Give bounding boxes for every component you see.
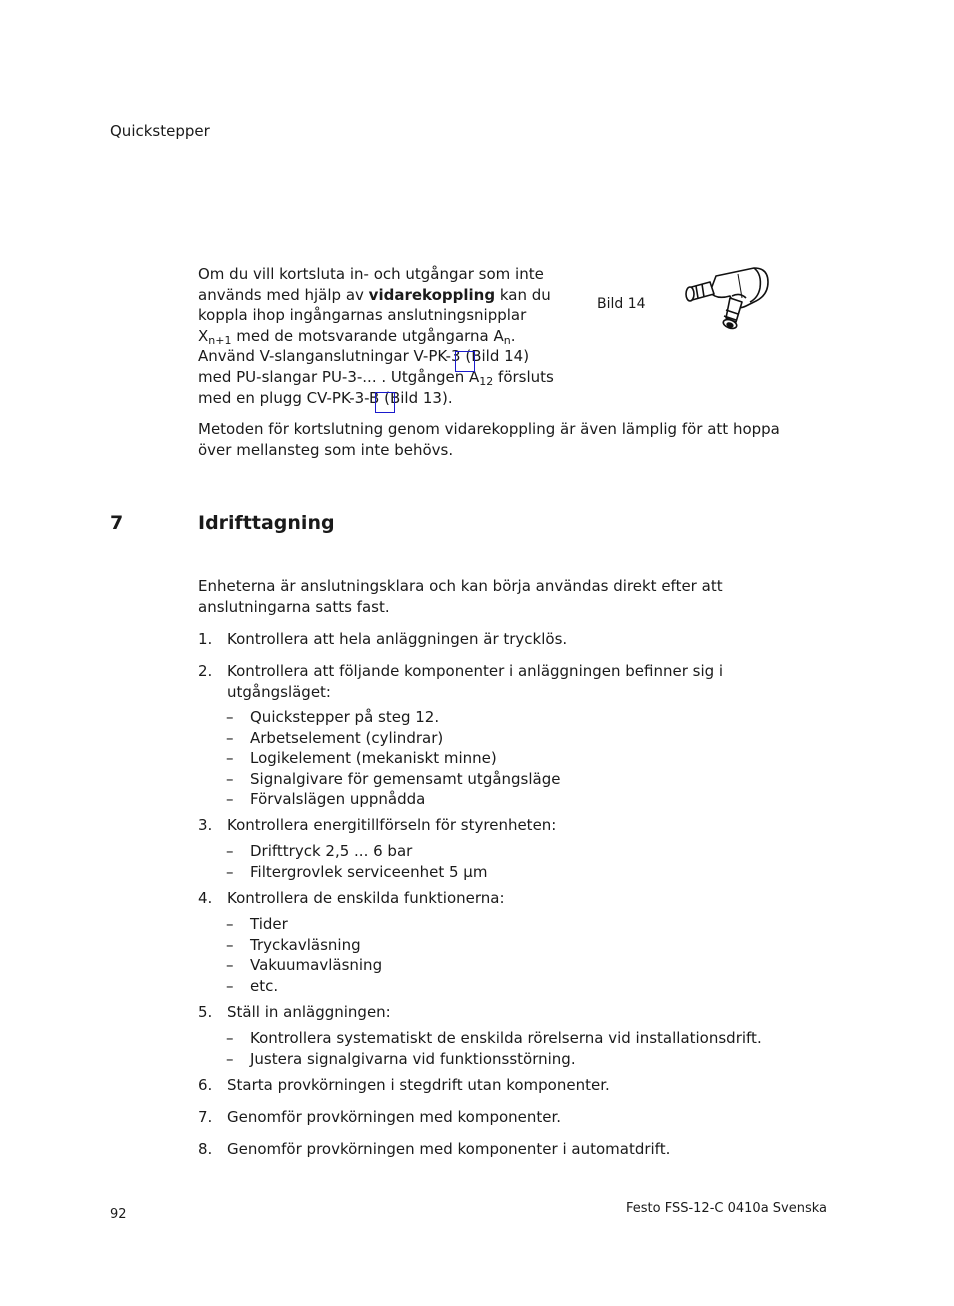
v-connector-fitting-icon bbox=[680, 262, 772, 340]
step-number: 2. bbox=[198, 662, 213, 680]
step-number: 4. bbox=[198, 889, 213, 907]
step-text: Genomför provkörningen med komponenter. bbox=[227, 1108, 562, 1126]
sub-item-text: etc. bbox=[250, 977, 279, 995]
intro-text-2: kan du koppla ihop ingångarnas anslutningsnipplar X bbox=[198, 285, 551, 345]
step-text: Kontrollera att följande komponenter i anläggningen befinner sig i utgångsläget: bbox=[227, 662, 724, 701]
sub-item-text: Förvalslägen uppnådda bbox=[250, 790, 426, 808]
dash-bullet: – bbox=[226, 956, 234, 974]
step-text: Ställ in anläggningen: bbox=[227, 1003, 391, 1021]
intro-text-1: Om du vill kortsluta in- och utgångar som inte används med hjälp av bbox=[198, 265, 544, 304]
intro-sub-3: 12 bbox=[479, 374, 494, 388]
figure-caption: Bild 14 bbox=[597, 296, 646, 312]
intro-text-5: försluts med en plugg CV-PK-3-B (Bild 13). bbox=[198, 367, 554, 407]
sub-item-text: Justera signalgivarna vid funktionsstörning. bbox=[250, 1050, 576, 1068]
enheterna-paragraph: Enheterna är anslutningsklara och kan börja användas direkt efter att anslutningarna satts fast. bbox=[198, 577, 723, 616]
sub-item-text: Kontrollera systematiskt de enskilda rörelserna vid installationsdrift. bbox=[250, 1029, 762, 1047]
sub-item-text: Drifttryck 2,5 ... 6 bar bbox=[250, 842, 413, 860]
dash-bullet: – bbox=[226, 1050, 234, 1068]
intro-paragraph bbox=[198, 264, 558, 408]
dash-bullet: – bbox=[226, 729, 234, 747]
step-number: 1. bbox=[198, 630, 213, 648]
sub-item-text: Logikelement (mekaniskt minne) bbox=[250, 749, 497, 767]
step-text: Starta provkörningen i stegdrift utan komponenter. bbox=[227, 1076, 610, 1094]
step-number: 5. bbox=[198, 1003, 213, 1021]
step-text: Kontrollera de enskilda funktionerna: bbox=[227, 889, 505, 907]
dash-bullet: – bbox=[226, 1029, 234, 1047]
dash-bullet: – bbox=[226, 863, 234, 881]
bild-13-link[interactable] bbox=[375, 392, 395, 413]
step-text: Kontrollera energitillförseln för styrenheten: bbox=[227, 816, 557, 834]
dash-bullet: – bbox=[226, 749, 234, 767]
dash-bullet: – bbox=[226, 770, 234, 788]
dash-bullet: – bbox=[226, 708, 234, 726]
dash-bullet: – bbox=[226, 977, 234, 995]
intro-text-3: med de motsvarande utgångarna A bbox=[231, 326, 504, 345]
dash-bullet: – bbox=[226, 842, 234, 860]
dash-bullet: – bbox=[226, 915, 234, 933]
step-number: 8. bbox=[198, 1140, 213, 1158]
intro-text-4: . Använd V-slanganslutningar V-PK-3 (Bild 14) med PU-slangar PU-3-... . Utgången A bbox=[198, 326, 530, 386]
step-text: Kontrollera att hela anläggningen är trycklös. bbox=[227, 630, 568, 648]
intro-sub-1: n+1 bbox=[208, 333, 232, 347]
method-paragraph: Metoden för kortslutning genom vidarekoppling är även lämplig för att hoppa över mellansteg som inte behövs. bbox=[198, 420, 780, 459]
step-number: 6. bbox=[198, 1076, 213, 1094]
step-text: Genomför provkörningen med komponenter i automatdrift. bbox=[227, 1140, 671, 1158]
sub-item-text: Arbetselement (cylindrar) bbox=[250, 729, 444, 747]
dash-bullet: – bbox=[226, 790, 234, 808]
sub-item-text: Filtergrovlek serviceenhet 5 µm bbox=[250, 863, 488, 881]
running-header: Quickstepper bbox=[110, 122, 210, 140]
step-number: 7. bbox=[198, 1108, 213, 1126]
intro-sub-2: n bbox=[503, 333, 511, 347]
document-id: Festo FSS-12-C 0410a Svenska bbox=[626, 1201, 828, 1216]
sub-item-text: Tider bbox=[250, 915, 288, 933]
sub-item-text: Vakuumavläsning bbox=[250, 956, 383, 974]
dash-bullet: – bbox=[226, 936, 234, 954]
sub-item-text: Tryckavläsning bbox=[250, 936, 361, 954]
intro-bold-term: vidarekoppling bbox=[368, 285, 496, 304]
section-number: 7 bbox=[110, 512, 124, 534]
section-title: Idrifttagning bbox=[198, 512, 335, 534]
page-number: 92 bbox=[110, 1207, 127, 1222]
bild-14-link[interactable] bbox=[455, 351, 475, 372]
sub-item-text: Signalgivare för gemensamt utgångsläge bbox=[250, 770, 561, 788]
step-number: 3. bbox=[198, 816, 213, 834]
sub-item-text: Quickstepper på steg 12. bbox=[250, 708, 440, 726]
